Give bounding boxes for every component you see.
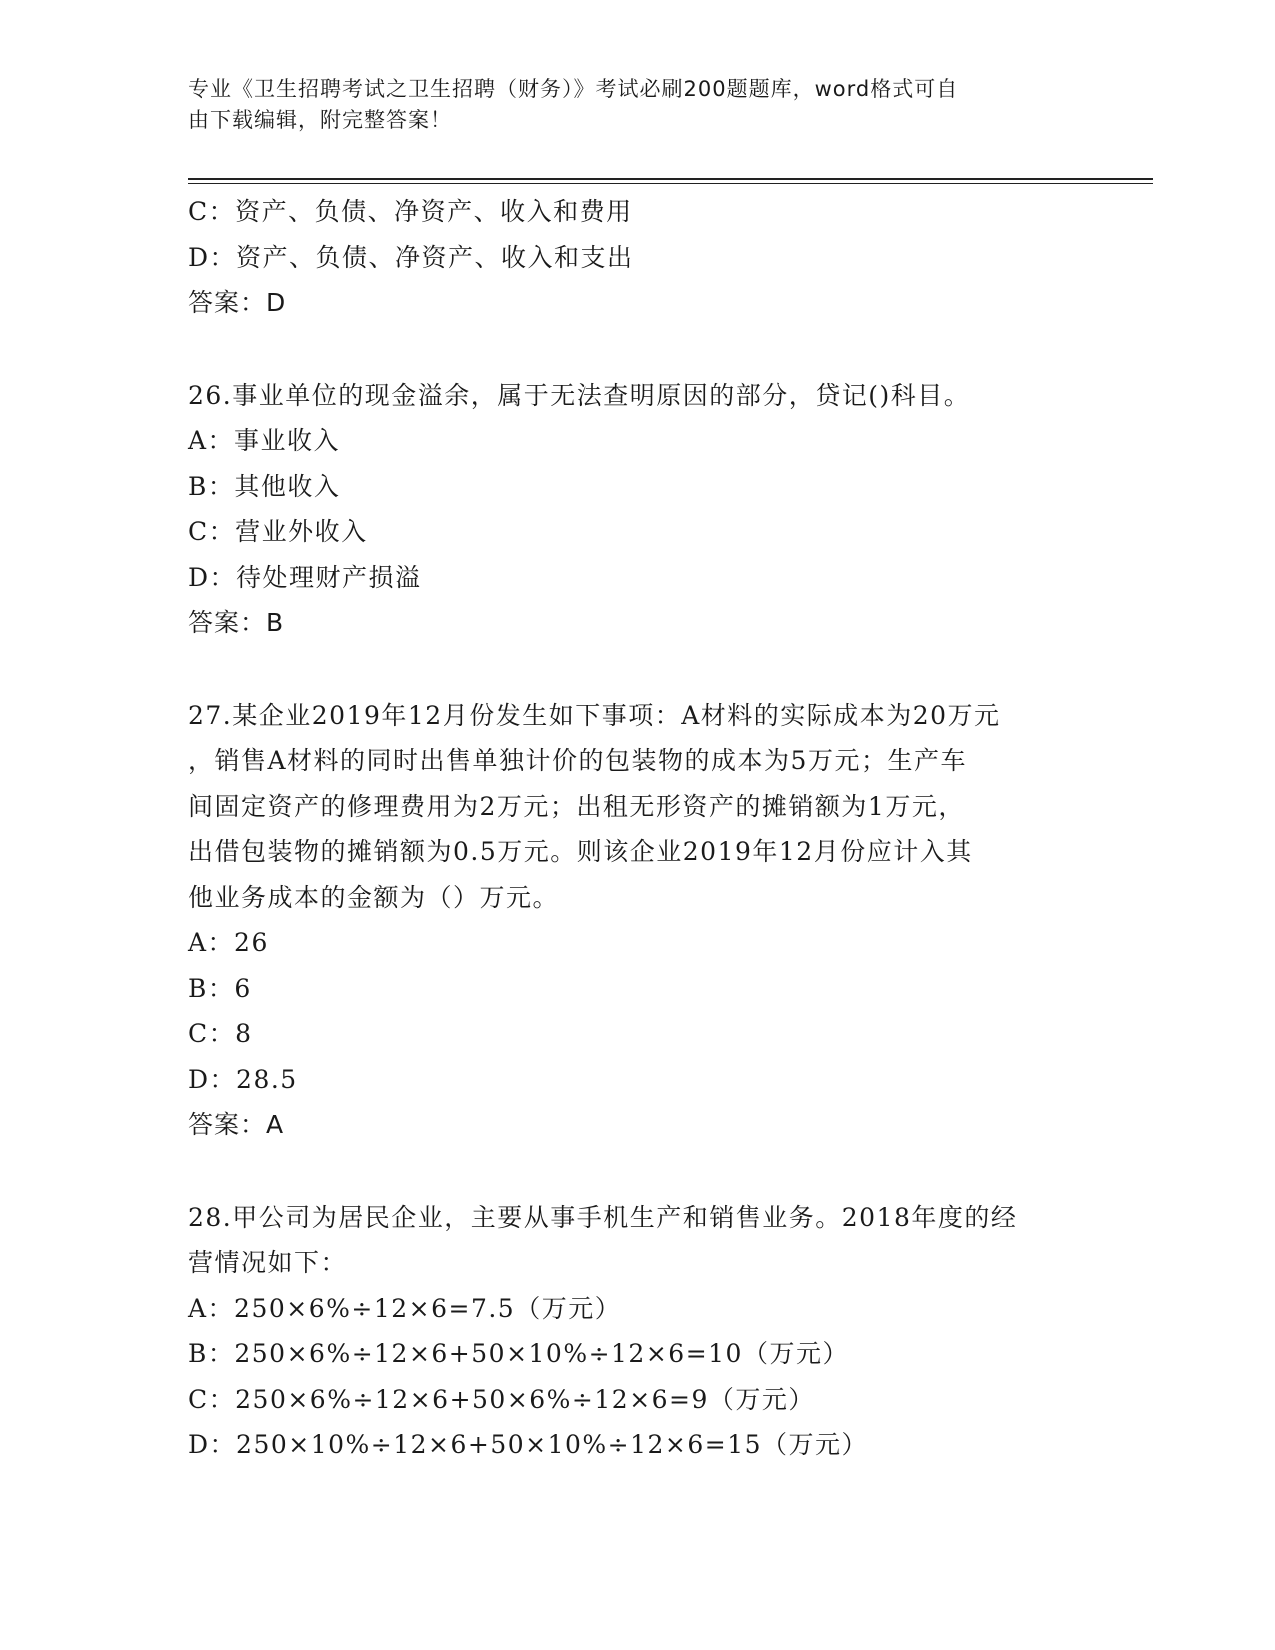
option-c: C：250×6%÷12×6+50×6%÷12×6=9（万元） — [188, 1384, 815, 1414]
question-27 — [188, 693, 1088, 1148]
stem-line: 他业务成本的金额为（）万元。 — [188, 882, 560, 912]
option-b: B：其他收入 — [188, 471, 341, 501]
question-content — [188, 189, 1088, 1468]
answer-line: 答案：A — [188, 1110, 285, 1139]
document-header — [188, 74, 1088, 136]
question-stem — [188, 1195, 1088, 1286]
option-d: D：待处理财产损溢 — [188, 562, 422, 592]
option-b: B：6 — [188, 973, 252, 1003]
question-28 — [188, 1195, 1088, 1468]
header-line-1: 专业《卫生招聘考试之卫生招聘（财务）》考试必刷200题题库，word格式可自 — [188, 77, 959, 101]
answer-line: 答案：B — [188, 608, 285, 637]
header-line-2: 由下载编辑，附完整答案！ — [188, 108, 452, 132]
option-d: D：28.5 — [188, 1064, 298, 1094]
stem-line: 27.某企业2019年12月份发生如下事项：A材料的实际成本为20万元 — [188, 700, 1001, 730]
option-a: A：26 — [188, 928, 269, 957]
option-b: B：250×6%÷12×6+50×10%÷12×6=10（万元） — [188, 1339, 849, 1368]
stem-line: 26.事业单位的现金溢余，属于无法查明原因的部分，贷记()科目。 — [188, 380, 971, 410]
stem-line: 28.甲公司为居民企业，主要从事手机生产和销售业务。2018年度的经 — [188, 1202, 1018, 1232]
spacer — [188, 646, 1088, 693]
stem-line: 间固定资产的修理费用为2万元；出租无形资产的摊销额为1万元， — [188, 791, 965, 821]
question-25-continuation — [188, 189, 1088, 326]
stem-line: 出借包装物的摊销额为0.5万元。则该企业2019年12月份应计入其 — [188, 837, 973, 866]
option-d: D：250×10%÷12×6+50×10%÷12×6=15（万元） — [188, 1430, 869, 1459]
option-c: C：营业外收入 — [188, 517, 368, 546]
option-c: C：资产、负债、净资产、收入和费用 — [188, 197, 633, 226]
stem-line: ，销售A材料的同时出售单独计价的包装物的成本为5万元；生产车 — [188, 746, 967, 775]
question-stem — [188, 373, 1088, 419]
header-divider-thick — [188, 178, 1153, 180]
option-a: A：事业收入 — [188, 426, 341, 455]
option-c: C：8 — [188, 1019, 253, 1048]
question-26 — [188, 373, 1088, 646]
question-stem — [188, 693, 1088, 921]
spacer — [188, 326, 1088, 373]
option-a: A：250×6%÷12×6=7.5（万元） — [188, 1293, 622, 1323]
header-divider-thin — [188, 183, 1153, 184]
stem-line: 营情况如下： — [188, 1248, 348, 1277]
option-d: D：资产、负债、净资产、收入和支出 — [188, 242, 634, 272]
spacer — [188, 1148, 1088, 1195]
answer-line: 答案：D — [188, 288, 287, 317]
